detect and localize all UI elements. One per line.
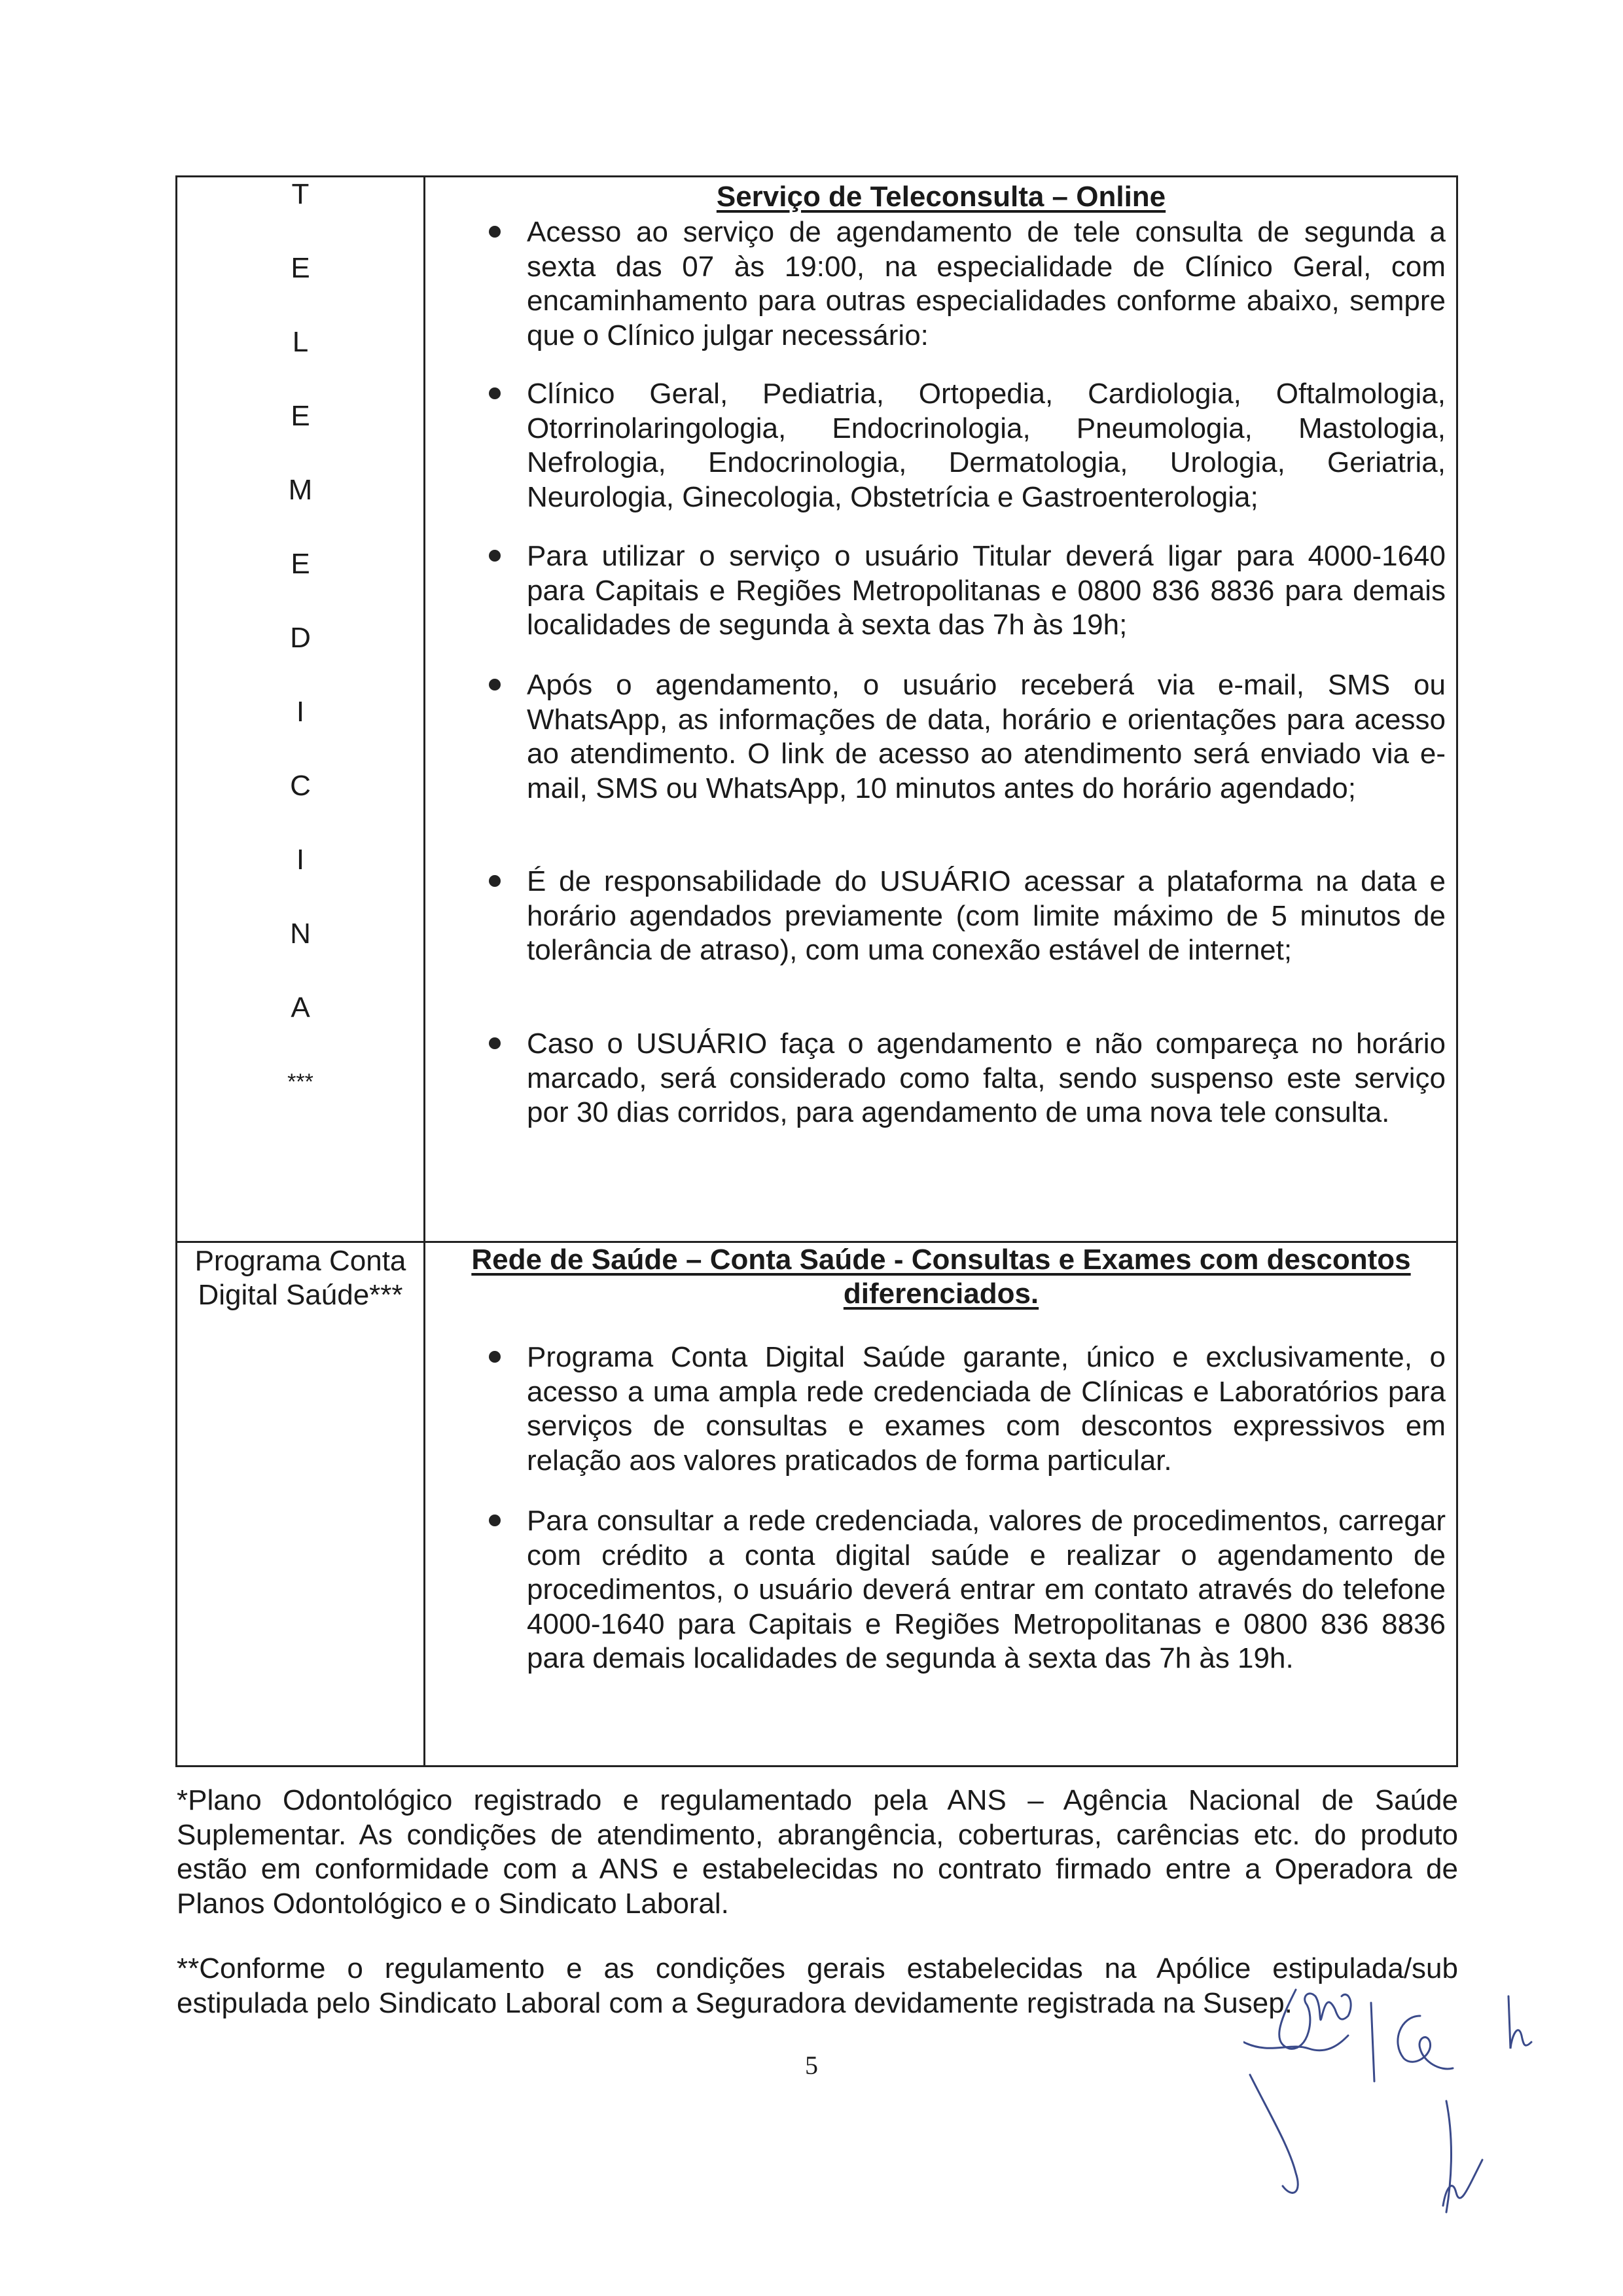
signature-stroke	[1446, 2101, 1452, 2212]
vertical-letter: M	[288, 474, 313, 506]
list-item	[527, 1340, 1446, 1478]
column-divider	[423, 177, 425, 1765]
benefits-table	[175, 175, 1458, 1767]
signature-stroke	[1250, 2075, 1298, 2193]
list-item	[527, 1504, 1446, 1676]
list-item-text: Clínico Geral, Pediatria, Ortopedia, Cardiologia, Oftalmologia, Otorrinolaringologia, Endocrinologia, Pneumologia, Mastologia, Nefrologia, Endocrinologia, Dermatologia, Urologia, Geriatria, Neurologia, Ginecologia, Obstetrícia e Gastroenterologia;	[527, 378, 1446, 513]
list-item-text: É de responsabilidade do USUÁRIO acessar a plataforma na data e horário agendados previamente (com limite máximo de 5 minutos de tolerância de atraso), com uma conexão estável de internet;	[527, 865, 1446, 966]
bullet-icon	[489, 875, 501, 887]
list-item-text: Para consultar a rede credenciada, valores de procedimentos, carregar com crédito a conta digital saúde e realizar o agendamento de procedimentos, o usuário deverá entrar em contato através do telefone 4000-1640 para Capitais e Regiões Metropolitanas e 0800 836 8836 para demais localidades de segunda à sexta das 7h às 19h.	[527, 1505, 1446, 1674]
footnote-odonto: *Plano Odontológico registrado e regulamentado pela ANS – Agência Nacional de Saúde Suplementar. As condições de atendimento, abrangência, coberturas, carências etc. do produto estão em conformidade com a ANS e estabelecidas no contrato firmado entre a Operadora de Planos Odontológico e o Sindicato Laboral.	[177, 1784, 1458, 1920]
bullet-icon	[489, 226, 501, 238]
bullet-icon	[489, 1037, 501, 1049]
list-item	[527, 1027, 1446, 1130]
list-item-text: Acesso ao serviço de agendamento de tele consulta de segunda a sexta das 07 às 19:00, na especialidade de Clínico Geral, com encaminhamento para outras especialidades conforme abaixo, sempre que o Clínico julgar necessário:	[527, 216, 1446, 351]
vertical-letter: I	[296, 696, 305, 728]
list-item-text: Após o agendamento, o usuário receberá via e-mail, SMS ou WhatsApp, as informações de data, horário e orientações para acesso ao atendimento. O link de acesso ao atendimento será enviado via e-mail, SMS ou WhatsApp, 10 minutos antes do horário agendado;	[527, 669, 1446, 804]
signature-stroke	[1371, 2003, 1374, 2081]
vertical-letter: N	[290, 918, 311, 950]
bullet-icon	[489, 1351, 501, 1363]
list-item-text: Para utilizar o serviço o usuário Titular deverá ligar para 4000-1640 para Capitais e Regiões Metropolitanas e 0800 836 8836 para demais localidades de segunda à sexta das 7h às 19h;	[527, 540, 1446, 641]
list-item	[527, 668, 1446, 806]
programa-conta-label	[177, 1244, 423, 1312]
bullet-icon	[489, 679, 501, 691]
programa-conta-label-line2: Digital Saúde***	[198, 1279, 403, 1311]
list-item	[527, 539, 1446, 643]
teleconsulta-heading: Serviço de Teleconsulta – Online	[716, 181, 1166, 213]
telemedicina-vertical-label	[177, 177, 423, 1241]
signature-stroke	[1398, 2016, 1453, 2069]
page-number: 5	[805, 2051, 818, 2080]
rede-saude-heading-line2: diferenciados.	[843, 1278, 1039, 1310]
rede-saude-heading	[437, 1243, 1446, 1311]
vertical-letter: A	[291, 992, 310, 1024]
list-item	[527, 215, 1446, 353]
vertical-letter: D	[290, 622, 311, 654]
vertical-letter: I	[296, 844, 305, 876]
vertical-letter: E	[291, 252, 310, 284]
bullet-icon	[489, 550, 501, 562]
vertical-letter: E	[291, 400, 310, 432]
programa-conta-label-line1: Programa Conta	[194, 1245, 406, 1277]
list-item	[527, 377, 1446, 514]
signature-stroke	[1279, 1990, 1351, 2049]
vertical-letter: E	[291, 548, 310, 580]
list-item-text: Programa Conta Digital Saúde garante, único e exclusivamente, o acesso a uma ampla rede credenciada de Clínicas e Laboratórios para serviços de consultas e exames com descontos expressivos em relação aos valores praticados de forma particular.	[527, 1341, 1446, 1477]
bullet-icon	[489, 387, 501, 399]
list-item	[527, 865, 1446, 968]
vertical-letter: L	[292, 326, 309, 358]
bullet-icon	[489, 1515, 501, 1526]
rede-saude-heading-line1: Rede de Saúde – Conta Saúde - Consultas e Exames com descontos	[471, 1244, 1411, 1276]
handwritten-signatures	[1243, 1977, 1571, 2284]
signature-stroke	[1508, 1996, 1531, 2049]
vertical-letter: T	[291, 178, 310, 210]
footnote-conforme: **Conforme o regulamento e as condições gerais estabelecidas na Apólice estipulada/sub estipulada pelo Sindicato Laboral com a Seguradora devidamente registrada na Susep.	[177, 1952, 1458, 2019]
list-item-text: Caso o USUÁRIO faça o agendamento e não compareça no horário marcado, será considerado como falta, sendo suspenso este serviço por 30 dias corridos, para agendamento de uma nova tele consulta.	[527, 1028, 1446, 1128]
vertical-letter: ***	[287, 1069, 313, 1094]
vertical-letter: C	[290, 770, 311, 802]
